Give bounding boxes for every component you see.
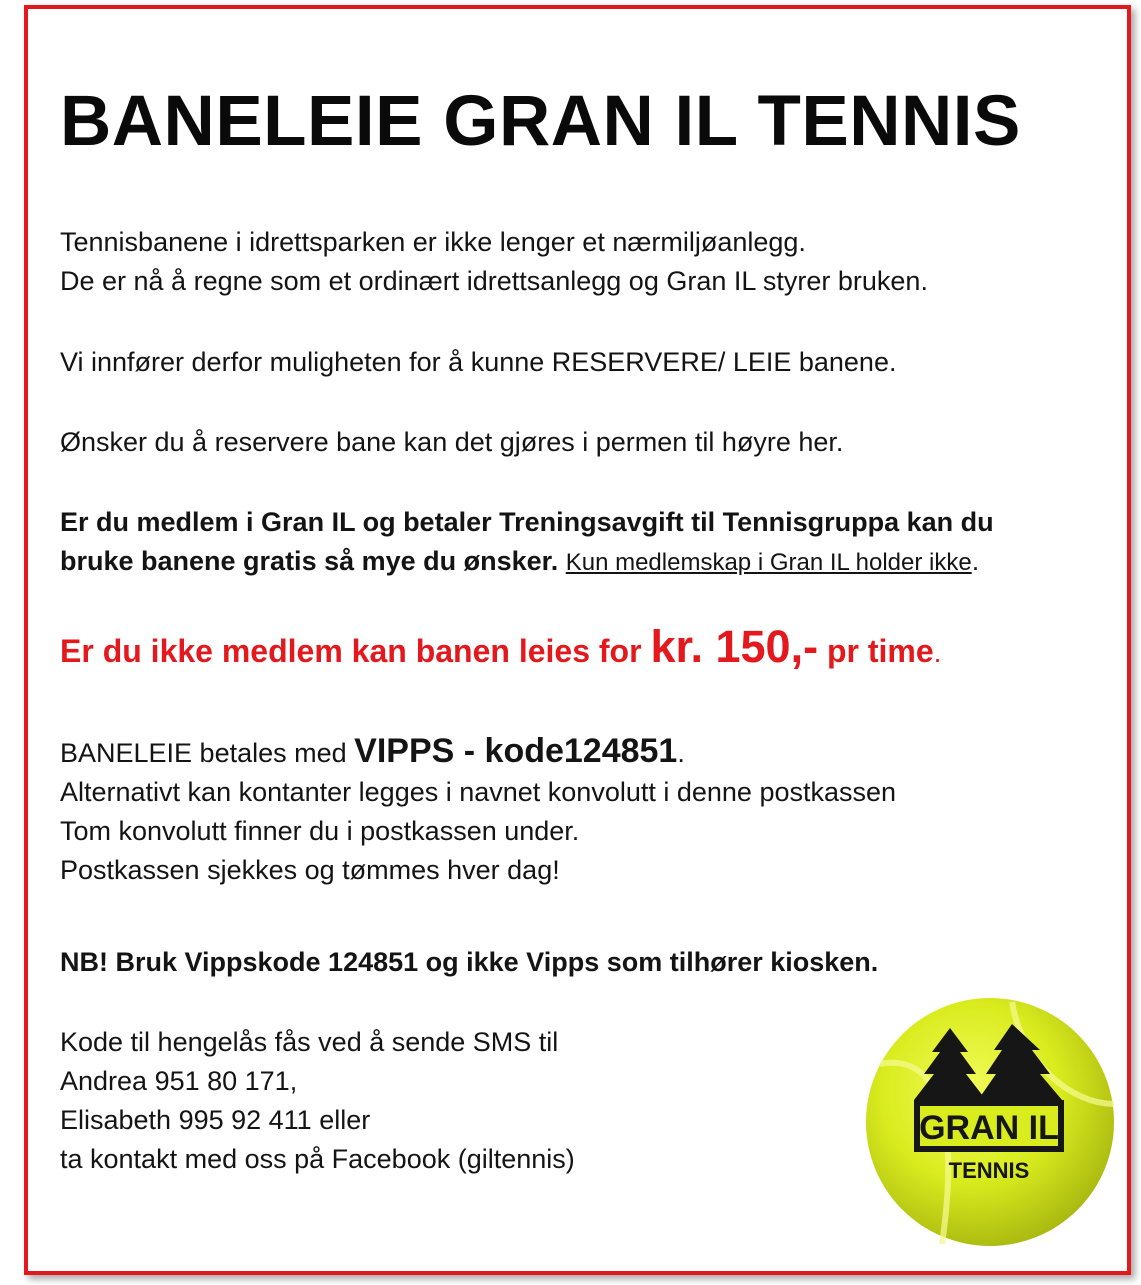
payment-prefix: BANELEIE betales med [60,738,355,768]
logo-text-sub: TENNIS [948,1158,1030,1183]
poster-title: BANELEIE GRAN IL TENNIS [60,82,1021,161]
member-line-2-end: . [971,546,980,576]
payment-line-3: Tom konvolutt finner du i postkassen under. [60,816,580,846]
contact-line-2: Andrea 951 80 171, [60,1066,298,1096]
contact-line-1: Kode til hengelås fås ved å sende SMS til [60,1027,559,1057]
price-amount: kr. 150,- [650,621,819,672]
intro-line-2: De er nå å regne som et ordinært idrettsanlegg og Gran IL styrer bruken. [60,266,928,296]
reserve-line: Vi innfører derfor muligheten for å kunne RESERVERE/ LEIE banene. [60,347,897,377]
intro-line-1: Tennisbanene i idrettsparken er ikke lenger et nærmiljøanlegg. [60,227,806,257]
logo-text-main: GRAN IL [919,1109,1059,1147]
poster-frame [24,5,1131,1275]
payment-paragraph [60,732,896,890]
wish-line: Ønsker du å reservere bane kan det gjøres i permen til høyre her. [60,427,844,457]
nb-line: NB! Bruk Vippskode 124851 og ikke Vipps som tilhører kiosken. [60,947,879,977]
wish-paragraph [60,423,843,462]
price-end: . [933,637,942,668]
contact-paragraph [60,1023,575,1179]
price-prefix: Er du ikke medlem kan banen leies for [60,633,651,669]
tennis-ball-logo-icon [862,994,1118,1250]
member-line-2-bold: bruke banene gratis så mye du ønsker. [60,546,559,576]
member-paragraph [60,503,994,582]
price-notice [60,621,941,673]
member-line-1: Er du medlem i Gran IL og betaler Treningsavgift til Tennisgruppa kan du [60,507,994,537]
membership-note: Kun medlemskap i Gran IL holder ikke [565,549,972,576]
intro-paragraph [60,223,928,301]
payment-line-2: Alternativt kan kontanter legges i navnet konvolutt i denne postkassen [60,777,897,807]
contact-line-4: ta kontakt med oss på Facebook (giltennis) [60,1144,575,1174]
price-suffix: pr time [818,633,934,669]
reserve-paragraph [60,343,896,382]
payment-line-4: Postkassen sjekkes og tømmes hver dag! [60,855,560,885]
contact-line-3: Elisabeth 995 92 411 eller [60,1105,371,1135]
nb-paragraph [60,943,878,982]
payment-end: . [677,738,685,768]
vipps-code: VIPPS - kode124851 [354,732,678,770]
